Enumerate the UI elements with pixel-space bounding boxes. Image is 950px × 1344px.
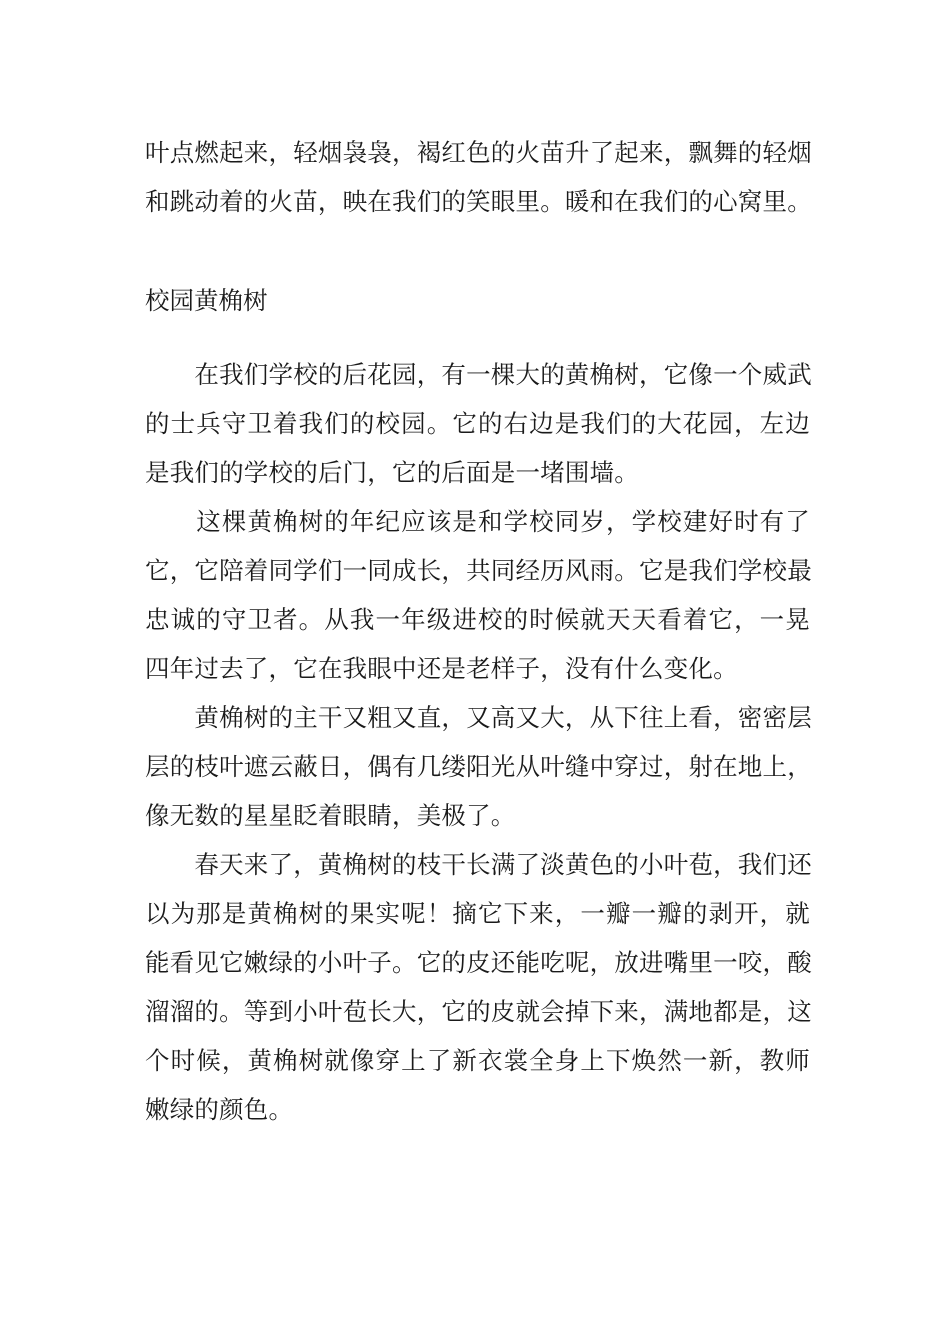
intro-paragraph	[145, 128, 810, 226]
text-line: 它，它陪着同学们一同成长，共同经历风雨。它是我们学校最	[145, 556, 812, 585]
text-line: 黄桷树的主干又粗又直，又高又大，从下往上看，密密层	[145, 703, 812, 732]
text-line: 和跳动着的火苗，映在我们的笑眼里。暖和在我们的心窝里。	[145, 187, 812, 216]
essay-paragraph-4	[145, 840, 810, 1134]
essay-title: 校园黄桷树	[145, 286, 268, 315]
text-line: 忠诚的守卫者。从我一年级进校的时候就天天看着它，一晃	[145, 605, 810, 634]
text-line: 嫩绿的颜色。	[145, 1095, 294, 1124]
essay-paragraph-1	[145, 350, 810, 497]
text-line: 像无数的星星眨着眼睛，美极了。	[145, 801, 516, 830]
text-line: 在我们学校的后花园，有一棵大的黄桷树，它像一个威武	[145, 360, 812, 389]
text-line: 这棵黄桷树的年纪应该是和学校同岁，学校建好时有了	[145, 507, 810, 536]
text-line: 四年过去了，它在我眼中还是老样子，没有什么变化。	[145, 654, 738, 683]
text-line: 能看见它嫩绿的小叶子。它的皮还能吃呢，放进嘴里一咬，酸	[145, 948, 812, 977]
text-line: 叶点燃起来，轻烟袅袅，褐红色的火苗升了起来，飘舞的轻烟	[145, 138, 812, 167]
text-line: 个时候，黄桷树就像穿上了新衣裳全身上下焕然一新，教师	[145, 1046, 810, 1075]
text-line: 溜溜的。等到小叶苞长大，它的皮就会掉下来，满地都是，这	[145, 997, 812, 1026]
essay-paragraph-2	[145, 497, 810, 693]
text-line: 是我们的学校的后门，它的后面是一堵围墙。	[145, 458, 639, 487]
text-line: 以为那是黄桷树的果实呢！摘它下来，一瓣一瓣的剥开，就	[145, 899, 810, 928]
essay-paragraph-3	[145, 693, 810, 840]
text-line: 春天来了，黄桷树的枝干长满了淡黄色的小叶苞，我们还	[145, 850, 812, 879]
text-line: 的士兵守卫着我们的校园。它的右边是我们的大花园，左边	[145, 409, 810, 438]
text-line: 层的枝叶遮云蔽日，偶有几缕阳光从叶缝中穿过，射在地上，	[145, 752, 812, 781]
